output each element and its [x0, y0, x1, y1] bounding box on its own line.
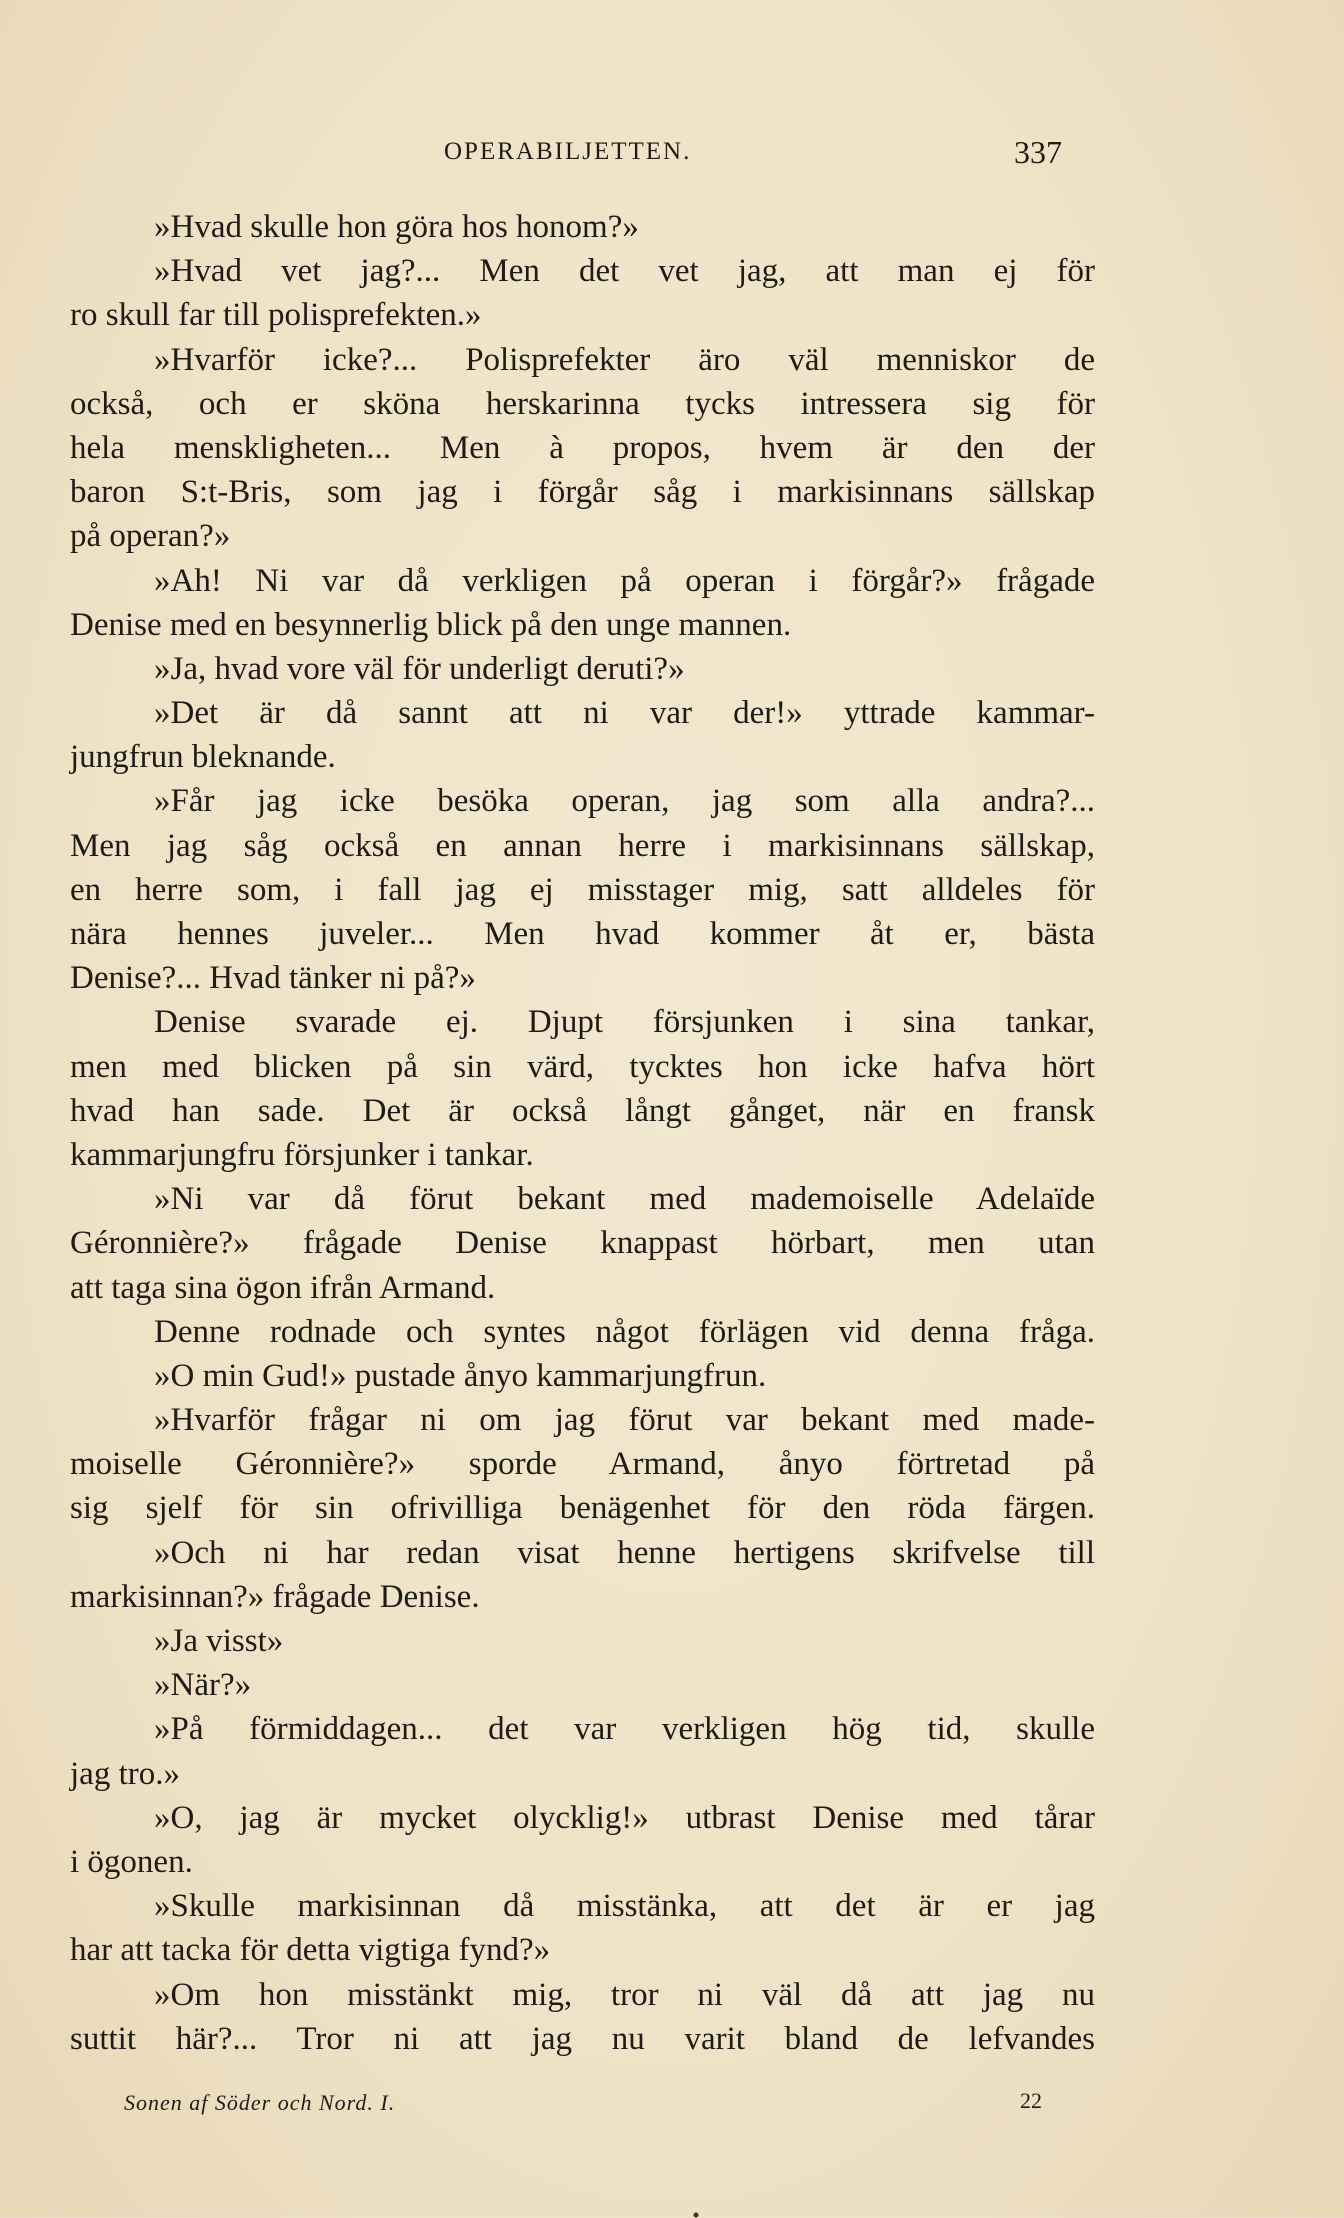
text-line: »Får jag icke besöka operan, jag som alla andra?... [154, 783, 1095, 820]
text-line: Géronnière?» frågade Denise knappast hörbart, men utan [70, 1225, 1095, 1262]
text-line: »Ja, hvad vore väl för underligt deruti?» [154, 650, 685, 687]
text-line: »Om hon misstänkt mig, tror ni väl då att jag nu [154, 1976, 1095, 2013]
text-line: på operan?» [70, 518, 231, 555]
text-line: »Ja visst» [154, 1623, 284, 1659]
text-line: jungfrun bleknande. [70, 739, 336, 776]
text-line: markisinnan?» frågade Denise. [70, 1578, 480, 1615]
text-line: men med blicken på sin värd, tycktes hon icke hafva hört [70, 1048, 1095, 1085]
body-text [70, 205, 1095, 2061]
text-line: Denne rodnade och syntes något förlägen vid denna fråga. [154, 1313, 1095, 1350]
text-line: »Skulle markisinnan då misstänka, att det är er jag [154, 1888, 1095, 1925]
text-line: Denise med en besynnerlig blick på den unge mannen. [70, 606, 792, 643]
text-line: »Och ni har redan visat henne hertigens skrifvelse till [154, 1534, 1095, 1571]
signature-mark: 22 [1020, 2088, 1042, 2113]
text-line: också, och er sköna herskarinna tycks intressera sig för [70, 385, 1095, 422]
text-line: »När?» [154, 1667, 252, 1704]
text-line: i ögonen. [70, 1843, 193, 1880]
text-line: »O, jag är mycket olycklig!» utbrast Denise med tårar [154, 1799, 1095, 1836]
footer-book-title: Sonen af Söder och Nord. I. [124, 2090, 396, 2115]
text-line: nära hennes juveler... Men hvad kommer åt er, bästa [70, 916, 1095, 952]
text-line: en herre som, i fall jag ej misstager mig, satt alldeles för [70, 871, 1095, 908]
text-line: Denise svarade ej. Djupt försjunken i sina tankar, [154, 1004, 1095, 1041]
text-line: hela menskligheten... Men à propos, hvem är den der [70, 429, 1095, 466]
text-line: »O min Gud!» pustade ånyo kammarjungfrun. [154, 1357, 767, 1394]
text-line: jag tro.» [70, 1755, 180, 1792]
text-line: »Det är då sannt att ni var der!» yttrade kammar- [154, 695, 1095, 732]
text-line: har att tacka för detta vigtiga fynd?» [70, 1932, 551, 1969]
text-line: moiselle Géronnière?» sporde Armand, ånyo förtretad på [70, 1446, 1095, 1483]
text-line: baron S:t-Bris, som jag i förgår såg i markisinnans sällskap [70, 474, 1095, 511]
running-title: OPERABILJETTEN. [444, 138, 692, 165]
text-line: »Hvarför icke?... Polisprefekter äro väl menniskor de [154, 341, 1095, 378]
text-line: »Ni var då förut bekant med mademoiselle Adelaïde [154, 1181, 1095, 1218]
text-line: Denise?... Hvad tänker ni på?» [70, 960, 476, 997]
text-line: ro skull far till polisprefekten.» [70, 297, 482, 334]
text-line: »Hvad vet jag?... Men det vet jag, att man ej för [154, 253, 1095, 290]
text-line: kammarjungfru försjunker i tankar. [70, 1136, 534, 1173]
text-line: sig sjelf för sin ofrivilliga benägenhet för den röda färgen. [70, 1490, 1095, 1527]
page-footer [0, 2090, 1344, 2130]
text-line: »På förmiddagen... det var verkligen hög tid, skulle [154, 1711, 1095, 1748]
text-line: »Hvarför frågar ni om jag förut var bekant med made- [154, 1402, 1095, 1439]
ink-speck [693, 2212, 699, 2218]
text-line: att taga sina ögon ifrån Armand. [70, 1269, 496, 1306]
text-line: suttit här?... Tror ni att jag nu varit bland de lefvandes [70, 2020, 1095, 2057]
text-line: hvad han sade. Det är också långt gånget, när en fransk [70, 1092, 1095, 1129]
text-line: »Ah! Ni var då verkligen på operan i förgår?» frågade [154, 562, 1095, 599]
text-line: »Hvad skulle hon göra hos honom?» [154, 209, 639, 245]
text-line: Men jag såg också en annan herre i markisinnans sällskap, [70, 827, 1095, 864]
page-number: 337 [1014, 134, 1062, 170]
page-header [0, 134, 1344, 178]
